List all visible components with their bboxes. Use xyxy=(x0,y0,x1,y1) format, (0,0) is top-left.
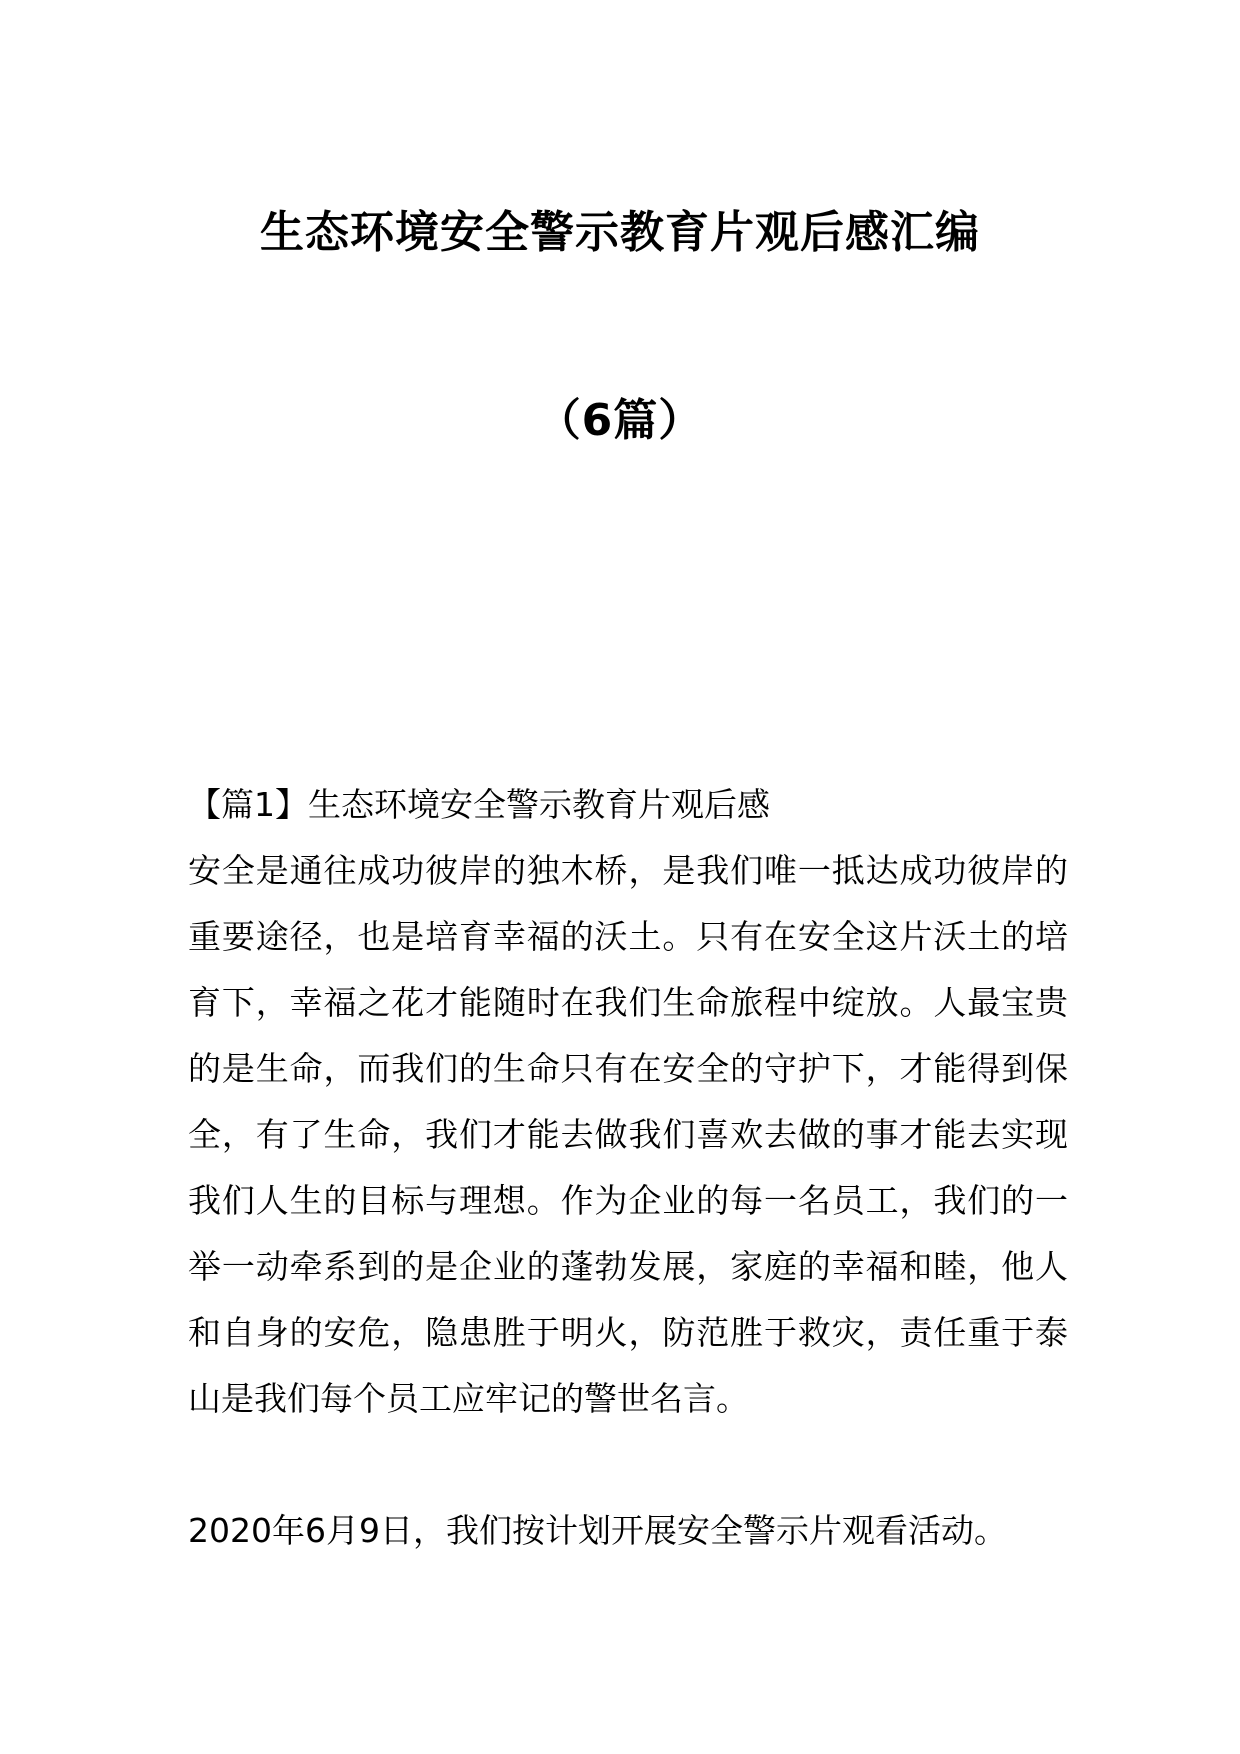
paragraph: 2020年6月9日，我们按计划开展安全警示片观看活动。 xyxy=(188,1511,1007,1550)
document-subtitle: （6篇） xyxy=(536,395,704,446)
document-body xyxy=(188,772,1068,1564)
paragraph: 安全是通往成功彼岸的独木桥，是我们唯一抵达成功彼岸的重要途径，也是培育幸福的沃土。只有在安全这片沃土的培育下，幸福之花才能随时在我们生命旅程中绽放。人最宝贵的是生命，而我们的生命只有在安全的守护下，才能得到保全，有了生命，我们才能去做我们喜欢去做的事才能去实现我们人生的目标与理想。作为企业的每一名员工，我们的一举一动牵系到的是企业的蓬勃发展，家庭的幸福和睦，他人和自身的安危，隐患胜于明火，防范胜于救灾，责任重于泰山是我们每个员工应牢记的警世名言。 xyxy=(188,851,1068,1418)
document-title: 生态环境安全警示教育片观后感汇编 xyxy=(260,207,980,258)
section-heading: 【篇1】生态环境安全警示教育片观后感 xyxy=(188,785,770,824)
